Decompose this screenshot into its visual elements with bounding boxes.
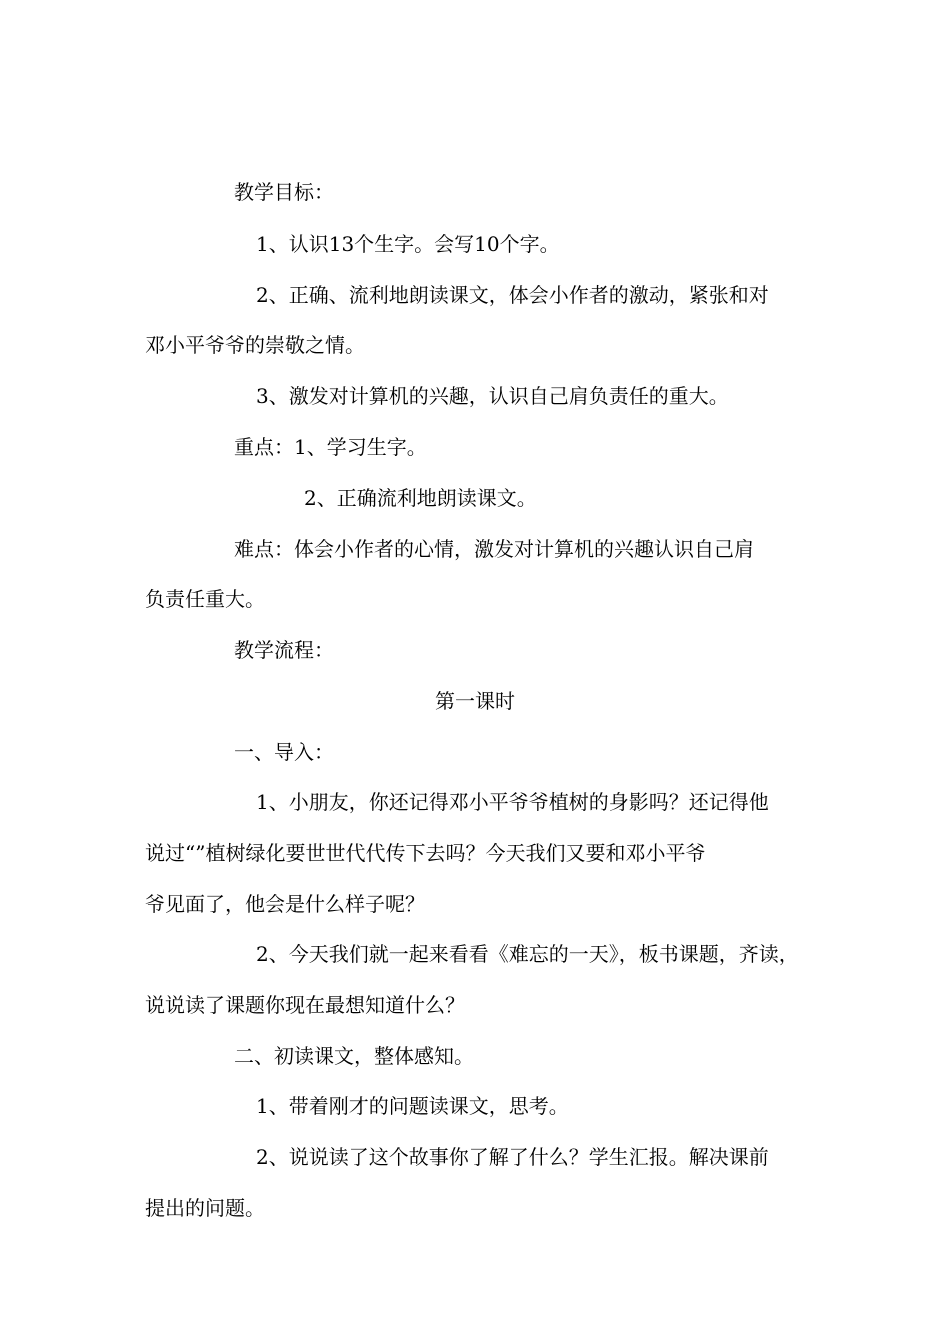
lesson-title: 第一课时	[435, 689, 515, 713]
reading-item-2: 2、说说读了这个故事你了解了什么？学生汇报。解决课前	[256, 1145, 769, 1169]
goal-item-1: 1、认识13个生字。会写10个字。	[256, 232, 560, 256]
section-first-reading: 二、初读课文，整体感知。	[234, 1044, 474, 1068]
difficulties: 难点：体会小作者的心情，激发对计算机的兴趣认识自己肩	[234, 537, 754, 561]
difficulties-continued: 负责任重大。	[145, 587, 265, 611]
key-points-item-1: 重点：1、学习生字。	[234, 435, 427, 459]
goal-item-2: 2、正确、流利地朗读课文，体会小作者的激动，紧张和对	[256, 283, 769, 307]
reading-item-2-continued: 提出的问题。	[145, 1196, 265, 1220]
heading-teaching-goals: 教学目标：	[234, 180, 334, 204]
intro-item-2-continued: 说说读了课题你现在最想知道什么？	[145, 993, 465, 1017]
goal-item-2-continued: 邓小平爷爷的崇敬之情。	[145, 333, 365, 357]
intro-item-1-continued-1: 说过“”植树绿化要世世代代传下去吗？今天我们又要和邓小平爷	[145, 841, 706, 865]
reading-item-1: 1、带着刚才的问题读课文，思考。	[256, 1094, 569, 1118]
intro-item-2: 2、今天我们就一起来看看《难忘的一天》，板书课题，齐读，	[256, 942, 799, 966]
intro-item-1-continued-2: 爷见面了，他会是什么样子呢？	[145, 892, 425, 916]
section-introduction: 一、导入：	[234, 740, 334, 764]
intro-item-1: 1、小朋友，你还记得邓小平爷爷植树的身影吗？还记得他	[256, 790, 769, 814]
heading-teaching-process: 教学流程：	[234, 638, 334, 662]
goal-item-3: 3、激发对计算机的兴趣，认识自己肩负责任的重大。	[256, 384, 729, 408]
key-points-item-2: 2、正确流利地朗读课文。	[304, 486, 537, 510]
